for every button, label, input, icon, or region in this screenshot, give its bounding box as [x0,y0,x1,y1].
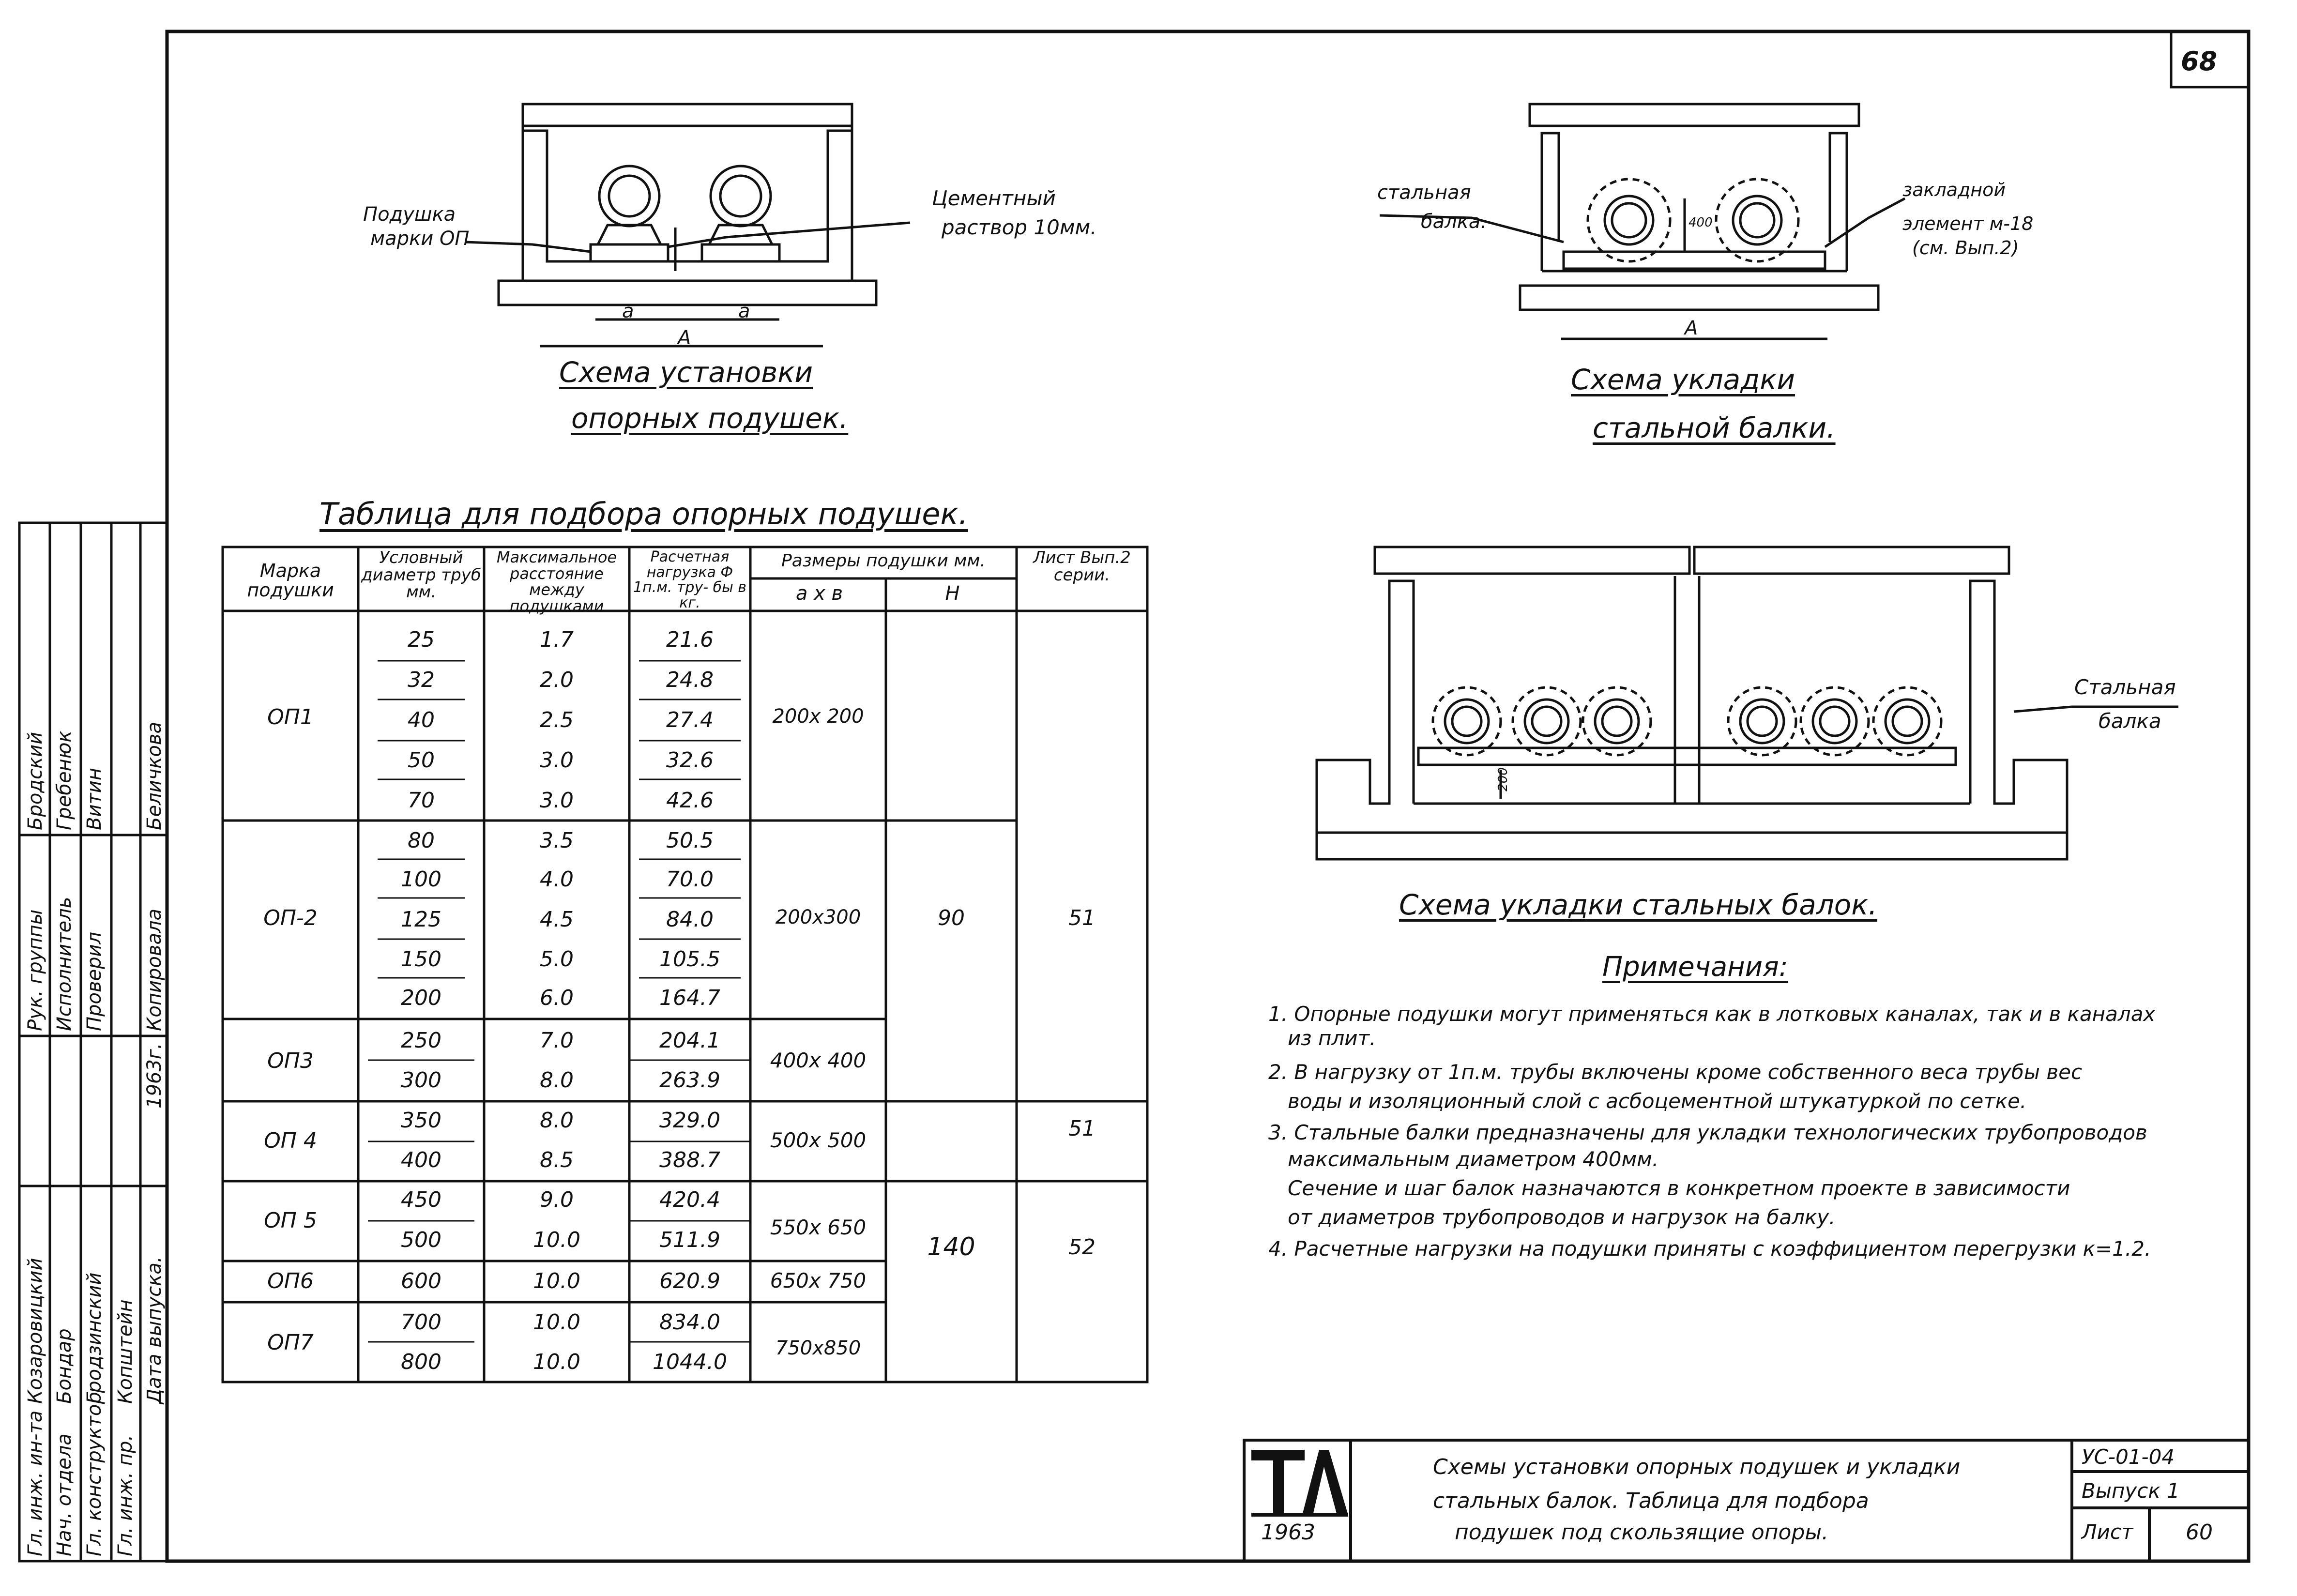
table-cell: 3.0 [540,788,574,813]
stamp-title-line3: подушек под скользящие опоры. [1455,1520,1829,1545]
header-h: Н [945,582,960,605]
size-op2: 200x300 [775,906,861,928]
mark-op3: ОП3 [267,1049,314,1073]
table-cell: 80 [408,828,435,853]
table-cell: 834.0 [659,1310,720,1335]
side-col4-item: Гродзинский [83,1272,106,1404]
scheme1-label-mortar-line2: раствор 10мм. [942,215,1097,239]
scheme1-caption-line1: Схема установки [559,356,813,389]
stamp-year: 1963 [1261,1520,1315,1545]
side-col5-item: 1963г. [143,1043,166,1109]
table-cell: 700 [401,1310,441,1335]
size-op1: 200x 200 [772,705,864,728]
table-title: Таблица для подбора опорных подушек. [319,496,968,532]
table-cell: 10.0 [533,1350,580,1374]
table-cell: 70.0 [666,867,714,892]
side-col2-item: Рук. группы [24,909,46,1031]
header-load: Расчетная нагрузка Ф 1п.м. тру- бы в кг. [633,548,746,611]
side-col3-item: Бродский [24,731,46,830]
header-diameter: Условный диаметр труб мм. [361,548,481,602]
size-op6: 650x 750 [770,1269,867,1292]
note-line: воды и изоляционный слой с асбоцементной штукатуркой по сетке. [1288,1089,2027,1113]
table-cell: 450 [401,1187,441,1212]
h-value-140: 140 [927,1232,975,1262]
scheme1-caption-line2: опорных подушек. [571,402,849,435]
note-line: 3. Стальные балки предназначены для укладки технологических трубопроводов [1268,1121,2147,1144]
table-cell: 511.9 [659,1228,720,1252]
side-col1-item: Нач. отдела [53,1433,76,1556]
table-cell: 8.0 [540,1108,574,1133]
scheme2-caption-line1: Схема укладки [1571,363,1795,396]
h-value-90: 90 [938,906,965,930]
table-cell: 3.0 [540,748,574,773]
scheme2-dim-400: 400 [1689,215,1713,230]
size-op5: 550x 650 [770,1216,867,1239]
scheme1-dim-a1: а [622,300,634,322]
side-col2-item: Исполнитель [53,897,76,1031]
side-col1-item: Гл. конструктор [83,1392,106,1556]
table-cell: 10.0 [533,1310,580,1335]
table-cell: 4.0 [540,867,574,892]
scheme3-label-beam-line1: Стальная [2074,675,2176,699]
mark-op2: ОП-2 [263,906,318,930]
side-col5-item: Дата выпуска. [143,1256,166,1404]
table-cell: 500 [401,1228,441,1252]
table-cell: 25 [408,627,435,652]
scheme1-label-mortar-line1: Цементный [932,186,1056,210]
table-cell: 300 [401,1068,441,1093]
scheme3-drawing [1317,547,2178,859]
ta-logo-graphic [1251,1450,1348,1517]
table-cell: 50 [408,748,435,773]
table-cell: 2.0 [540,668,574,692]
note-line: 1. Опорные подушки могут применяться как в лотковых каналах, так и в каналах [1268,1002,2156,1026]
table-cell: 204.1 [659,1028,720,1053]
table-cell: 250 [401,1028,441,1053]
table-cell: 42.6 [666,788,714,813]
scheme3-dim-200: 200 [1495,767,1510,791]
scheme2-label-beam-line2: балка. [1421,211,1487,233]
page-number: 68 [2181,46,2218,76]
sheet-value-51b: 51 [1068,1116,1095,1141]
scheme3-label-beam-line2: балка [2099,709,2161,733]
table-cell: 400 [401,1148,441,1172]
note-line: из плит. [1288,1026,1376,1050]
mark-op5: ОП 5 [264,1208,317,1233]
mark-op6: ОП6 [267,1269,314,1293]
table-cell: 620.9 [659,1269,720,1293]
table-cell: 10.0 [533,1228,580,1252]
scheme1-drawing [465,104,910,346]
scheme1-dim-A: А [678,327,691,349]
header-axb: а x в [795,582,843,605]
table-cell: 125 [401,907,441,932]
side-col1-item: Гл. инж. ин-та [24,1410,46,1556]
stamp-issue: Выпуск 1 [2082,1479,2180,1503]
size-op4: 500x 500 [770,1128,867,1152]
note-line: Сечение и шаг балок назначаются в конкретном проекте в зависимости [1288,1176,2070,1200]
side-col1-item: Гл. инж. пр. [114,1434,137,1556]
table-cell: 150 [401,947,441,972]
table-cell: 263.9 [659,1068,720,1093]
table-cell: 6.0 [540,986,574,1010]
sheet-value-52: 52 [1068,1235,1095,1260]
table-cell: 388.7 [659,1148,720,1172]
scheme2-caption-line2: стальной балки. [1593,411,1836,444]
mark-op7: ОП7 [267,1330,314,1355]
note-line: 2. В нагрузку от 1п.м. трубы включены кроме собственного веса трубы вес [1268,1060,2083,1084]
stamp-sheet-number: 60 [2186,1520,2213,1545]
table-cell: 70 [408,788,435,813]
table-cell: 24.8 [666,668,714,692]
size-op3: 400x 400 [770,1049,867,1072]
scheme2-label-embed-line1: закладной [1902,179,2006,200]
size-op7: 750x850 [775,1337,861,1359]
table-cell: 9.0 [540,1187,574,1212]
mark-op1: ОП1 [267,705,314,730]
table-cell: 200 [401,986,441,1010]
table-cell: 32 [408,668,435,692]
table-cell: 5.0 [540,947,574,972]
sheet-value-51a: 51 [1068,906,1095,930]
table-cell: 420.4 [659,1187,720,1212]
header-distance: Максимальное расстояние между подушками [496,548,617,615]
stamp-sheet-label: Лист [2082,1520,2133,1544]
note-line: 4. Расчетные нагрузки на подушки приняты с коэффициентом перегрузки к=1.2. [1268,1237,2151,1261]
stamp-code: УС-01-04 [2082,1445,2175,1469]
table-cell: 27.4 [666,708,714,732]
scheme1-label-cushion-line1: Подушка [363,203,456,226]
side-col2-item: Проверил [83,931,106,1031]
stamp-title-line2: стальных балок. Таблица для подбора [1433,1489,1869,1513]
side-col3-item: Гребенюк [53,730,76,830]
scheme3-caption: Схема укладки стальных балок. [1399,888,1877,921]
scheme1-dim-a2: а [738,300,750,322]
table-cell: 1.7 [540,627,574,652]
table-cell: 600 [401,1269,441,1293]
stamp-title-line1: Схемы установки опорных подушек и укладки [1433,1455,1961,1479]
table-cell: 8.0 [540,1068,574,1093]
table-cell: 100 [401,867,441,892]
scheme2-label-embed-line2: элемент м-18 [1902,213,2034,234]
side-col4-item: Бондар [53,1328,76,1404]
header-mark: Марка подушки [247,560,334,601]
header-sizes: Размеры подушки мм. [781,551,986,571]
note-line: от диаметров трубопроводов и нагрузок на балку. [1288,1205,1836,1229]
note-line: максимальным диаметром 400мм. [1288,1147,1659,1171]
table-cell: 10.0 [533,1269,580,1293]
table-cell: 8.5 [540,1148,574,1172]
side-col5-item: Копировала [143,908,166,1031]
table-cell: 40 [408,708,435,732]
scheme1-label-cushion-line2: марки ОП [370,228,470,250]
scheme2-label-beam-line1: стальная [1377,182,1471,204]
scheme2-dim-A: А [1685,317,1698,339]
table-cell: 4.5 [540,907,574,932]
table-cell: 21.6 [666,627,714,652]
table-cell: 84.0 [666,907,714,932]
side-col3-item: Витин [83,768,106,830]
table-cell: 50.5 [666,828,714,853]
side-col4-item: Копштейн [114,1299,137,1404]
table-cell: 1044.0 [653,1350,727,1374]
table-cell: 350 [401,1108,441,1133]
side-col5-item: Беличкова [143,722,166,830]
header-sheet: Лист Вып.2 серии. [1033,548,1131,585]
table-cell: 32.6 [666,748,714,773]
scheme2-label-embed-line3: (см. Вып.2) [1912,237,2019,258]
table-cell: 105.5 [659,947,720,972]
table-cell: 800 [401,1350,441,1374]
table-cell: 7.0 [540,1028,574,1053]
table-cell: 329.0 [659,1108,720,1133]
table-cell: 2.5 [540,708,574,732]
mark-op4: ОП 4 [264,1128,317,1153]
table-cell: 3.5 [540,828,574,853]
notes-title: Примечания: [1602,951,1788,983]
table-cell: 164.7 [659,986,720,1010]
side-col4-item: Козаровицкий [24,1258,46,1404]
